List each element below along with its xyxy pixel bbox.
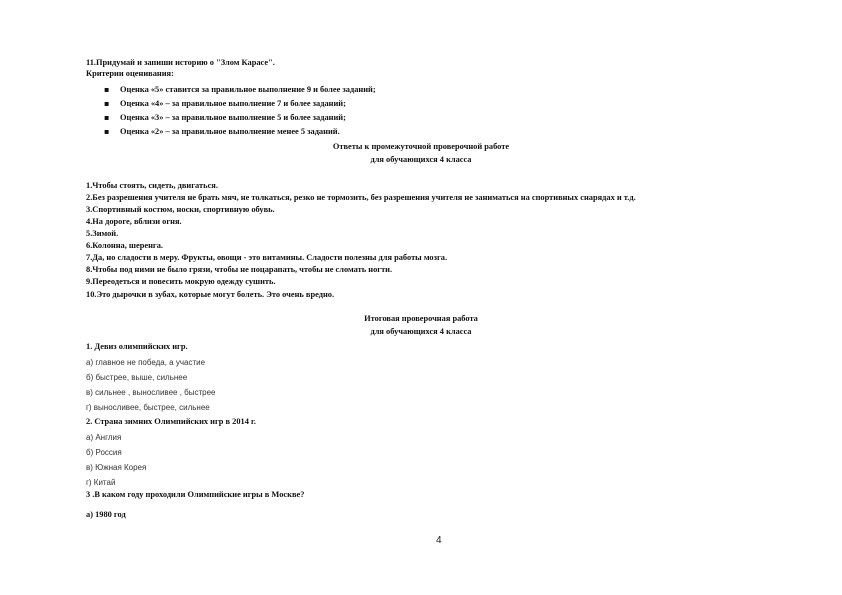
task11-heading: 11.Придумай и запиши историю о "Злом Карасе". (86, 58, 275, 67)
criteria-item: Оценка «5» ставится за правильное выполнение 9 и более заданий; (120, 85, 376, 94)
criteria-title: Критерии оценивания: (86, 69, 174, 78)
question-3-option: а) 1980 год (86, 510, 126, 519)
criteria-item: Оценка «2» – за правильное выполнение менее 5 заданий. (120, 127, 340, 136)
answer-item: 2.Без разрешения учителя не брать мяч, не толкаться, резко не тормозить, без разрешения учителя не заниматься на спортивных снарядах и т.д. (86, 193, 636, 202)
bullet-icon: ▪ (104, 85, 110, 94)
answers-subtitle: для обучающихся 4 класса (370, 155, 472, 164)
question-1-option: б) быстрее, выше, сильнее (86, 373, 188, 382)
bullet-icon: ▪ (104, 99, 110, 108)
question-2-option: г) Китай (86, 478, 116, 487)
answer-item: 10.Это дырочки в зубах, которые могут болеть. Это очень вредно. (86, 290, 335, 299)
answers-title: Ответы к промежуточной проверочной работе (332, 142, 510, 151)
answer-item: 6.Колонна, шеренга. (86, 241, 163, 250)
question-2-option: а) Англия (86, 433, 122, 442)
final-test-title: Итоговая проверочная работа (364, 314, 478, 323)
answer-item: 9.Переодеться и повесить мокрую одежду сушить. (86, 277, 276, 286)
bullet-icon: ▪ (104, 113, 110, 122)
question-2-option: б) Россия (86, 448, 122, 457)
answer-item: 7.Да, но сладости в меру. Фрукты, овощи - это витамины. Сладости полезны для работы мозга. (86, 253, 448, 262)
question-2: 2. Страна зимних Олимпийских игр в 2014 г. (86, 417, 256, 426)
criteria-item: Оценка «3» – за правильное выполнение 5 и более заданий; (120, 113, 346, 122)
question-2-option: в) Южная Корея (86, 463, 147, 472)
question-3: 3 .В каком году проходили Олимпийские игры в Москве? (86, 490, 305, 499)
answer-item: 3.Спортивный костюм, носки, спортивную обувь. (86, 205, 275, 214)
answer-item: 4.На дороге, вблизи огня. (86, 217, 182, 226)
question-1-option: в) сильнее , выносливее , быстрее (86, 388, 216, 397)
question-1-option: г) выносливее, быстрее, сильнее (86, 403, 210, 412)
answer-item: 5.Зимой. (86, 229, 119, 238)
criteria-item: Оценка «4» – за правильное выполнение 7 и более заданий; (120, 99, 346, 108)
question-1: 1. Девиз олимпийских игр. (86, 342, 188, 351)
question-1-option: а) главное не победа, а участие (86, 358, 206, 367)
page-number: 4 (436, 535, 442, 546)
answer-item: 8.Чтобы под ними не было грязи, чтобы не поцарапать, чтобы не сломать ногти. (86, 265, 393, 274)
bullet-icon: ▪ (104, 127, 110, 136)
answer-item: 1.Чтобы стоять, сидеть, двигаться. (86, 181, 218, 190)
final-test-subtitle: для обучающихся 4 класса (370, 327, 472, 336)
